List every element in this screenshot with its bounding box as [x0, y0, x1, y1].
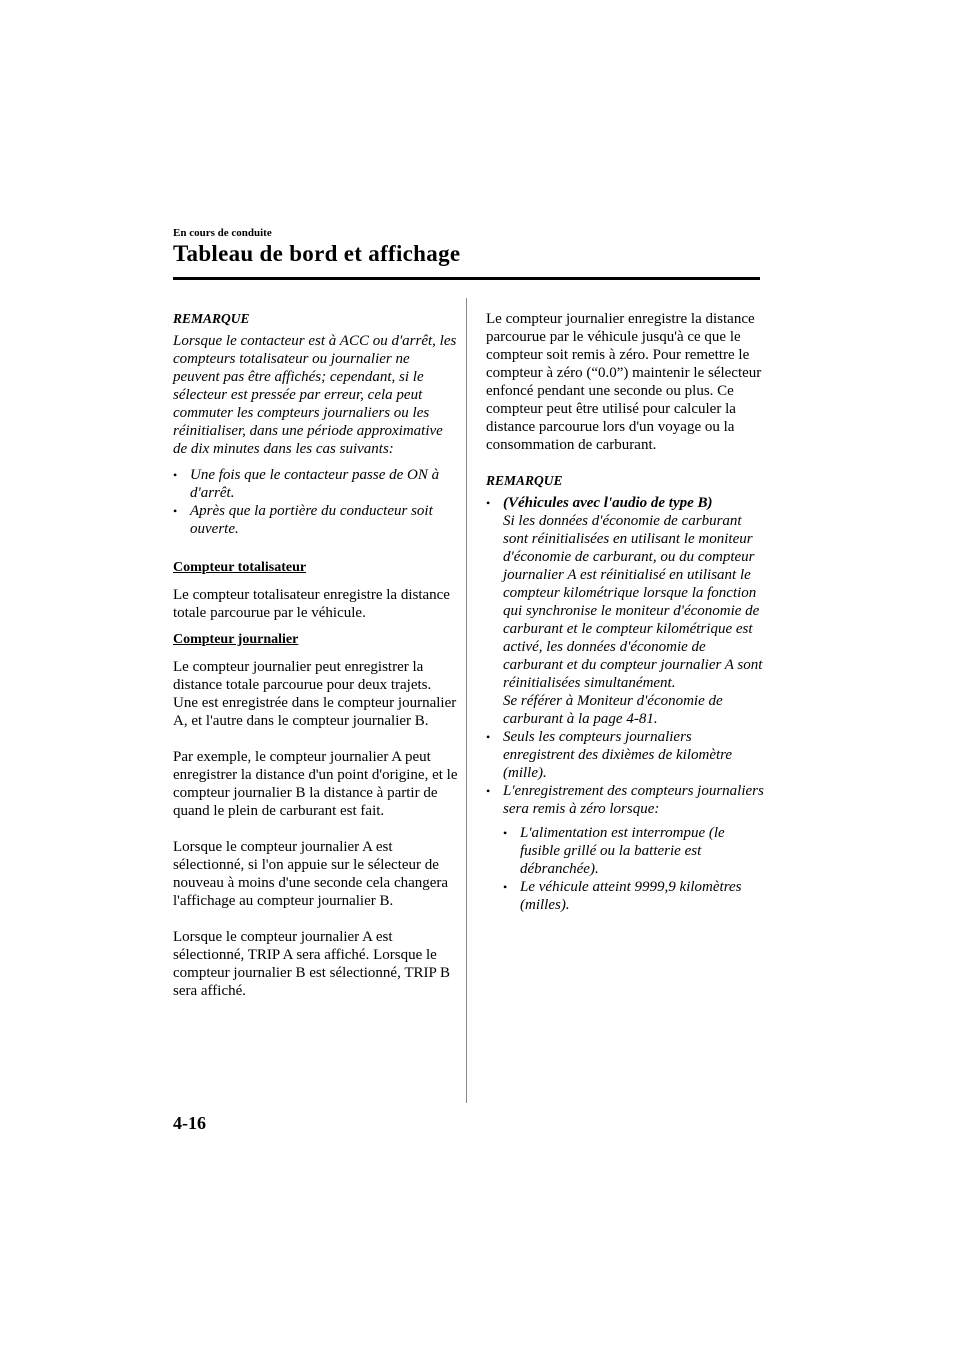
note-heading: REMARQUE	[486, 473, 563, 488]
note-text: Lorsque le contacteur est à ACC ou d'arrêt, les compteurs totalisateur ou journalier ne peuvent pas être affichés; cependant, si le sélecteur est pressée par erreur, cela peut commuter les compteurs journaliers ou les réinitialiser, dans une période approximative de dix minutes dans les cas suivants:	[173, 333, 457, 457]
note-bullet-item: • Après que la portière du conducteur soit ouverte.	[173, 503, 433, 537]
journalier-paragraph-3: Lorsque le compteur journalier A est sélectionné, si l'on appuie sur le sélecteur de nouveau à moins d'une seconde cela changera l'affichage au compteur journalier B.	[173, 839, 449, 909]
bullet-icon: •	[486, 496, 491, 510]
note-bullet-item: • Seuls les compteurs journaliers enregistrent des dixièmes de kilomètre (mille).	[486, 729, 733, 781]
note-bullet-item	[486, 494, 766, 728]
column-divider	[466, 298, 467, 1103]
page-number: 4-16	[173, 1113, 206, 1133]
heading-compteur-journalier: Compteur journalier	[173, 632, 299, 647]
bullet-title: (Véhicules avec l'audio de type B)	[503, 495, 713, 511]
note-bullet-item: • Une fois que le contacteur passe de ON à d'arrêt.	[173, 467, 440, 501]
page-title: Tableau de bord et affichage	[173, 241, 461, 266]
journalier-paragraph-4: Lorsque le compteur journalier A est sélectionné, TRIP A sera affiché. Lorsque le compteur journalier B est sélectionné, TRIP B sera affiché.	[173, 929, 451, 999]
note-bullet-list	[486, 494, 766, 914]
sub-bullet-item: • L'alimentation est interrompue (le fusible grillé ou la batterie est débranchée).	[503, 825, 725, 877]
section-label: En cours de conduite	[173, 227, 272, 239]
bullet-icon: •	[486, 730, 491, 744]
bullet-text: Si les données d'économie de carburant sont réinitialisées en utilisant le moniteur d'économie de carburant, ou du compteur journalier A est réinitialisé en utilisant le compteur kilométrique lorsque la fonction qui synchronise le moniteur d'économie de carburant et le compteur kilométrique est activé, les données d'économie de carburant et du compteur journalier A sont réinitialisées simultanément.	[503, 513, 763, 691]
note-bullet-list	[173, 466, 458, 538]
right-column	[486, 310, 766, 914]
journalier-paragraph-1: Le compteur journalier peut enregistrer la distance totale parcourue pour deux trajets. Une est enregistrée dans le compteur journalier A, et l'autre dans le compteur journalier B.	[173, 659, 457, 729]
sub-bullet-list	[503, 824, 766, 914]
totalisateur-text: Le compteur totalisateur enregistre la distance totale parcourue par le véhicule.	[173, 587, 450, 621]
journalier-paragraph-2: Par exemple, le compteur journalier A peut enregistrer la distance d'un point d'origine, et le compteur journalier B la distance à partir de quand le plein de carburant est fait.	[173, 749, 458, 819]
note-bullet-item: • L'enregistrement des compteurs journaliers sera remis à zéro lorsque: • L'alimentation est interrompue (le fusible grillé ou la batterie est débranchée). • Le véhicule atteint 9999,9 kilomètres (milles).	[486, 782, 766, 914]
journalier-intro: Le compteur journalier enregistre la distance parcourue par le véhicule jusqu'à ce que le compteur soit remis à zéro. Pour remettre le compteur à zéro (“0.0”) maintenir le sélecteur enfoncé pendant une seconde ou plus. Ce compteur peut être utilisé pour calculer la distance parcourue lors d'un voyage ou la consommation de carburant.	[486, 311, 762, 453]
note-heading: REMARQUE	[173, 311, 250, 326]
bullet-icon: •	[173, 504, 178, 518]
heading-compteur-totalisateur: Compteur totalisateur	[173, 560, 307, 575]
page-reference: Se référer à Moniteur d'économie de carburant à la page 4-81.	[503, 693, 723, 727]
bullet-icon: •	[173, 468, 178, 482]
bullet-icon: •	[486, 784, 491, 798]
bullet-icon: •	[503, 880, 508, 894]
sub-bullet-item: • Le véhicule atteint 9999,9 kilomètres (milles).	[503, 879, 742, 913]
bullet-icon: •	[503, 826, 508, 840]
left-column	[173, 310, 458, 1000]
title-rule	[173, 277, 760, 280]
